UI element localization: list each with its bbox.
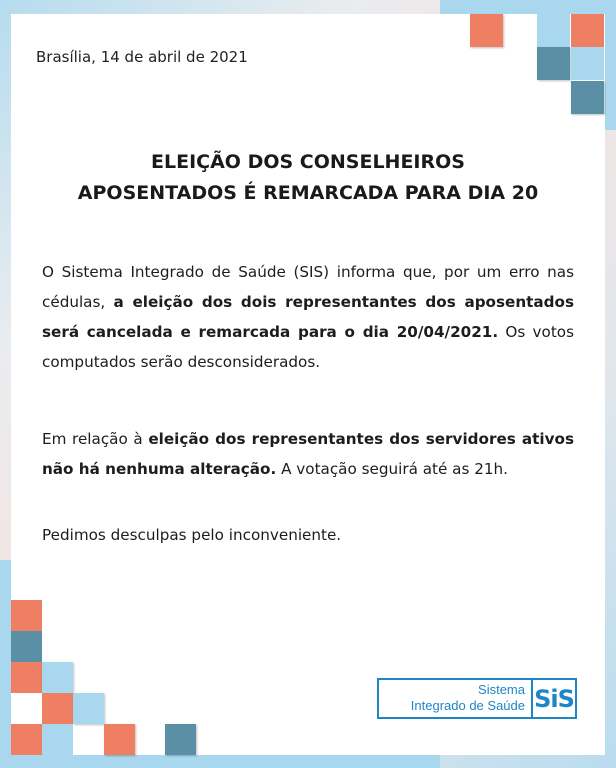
decor-square (571, 47, 604, 80)
right-decor-band (605, 0, 616, 130)
decor-square (104, 724, 135, 755)
sis-logo (377, 678, 577, 719)
title-line-2: APOSENTADOS É REMARCADA PARA DIA 20 (77, 182, 539, 204)
sis-mark-icon: SiS (531, 680, 575, 717)
decor-square (42, 662, 73, 693)
text: O Sistema Integrado de Saúde (SIS) informa que, por um erro nas cédulas, (42, 263, 574, 311)
text: Os votos computados serão desconsiderados. (42, 323, 574, 371)
notice-card (11, 14, 605, 755)
decor-square (537, 47, 570, 80)
text: A votação seguirá até as 21h. (276, 460, 508, 478)
decor-square (11, 662, 42, 693)
decor-square (11, 600, 42, 631)
paragraph-2 (42, 424, 574, 484)
notice-title (11, 147, 605, 209)
bottom-decor-band (0, 755, 440, 768)
bold-text: a eleição dos dois representantes dos aposentados será cancelada e remarcada para o dia 20/04/2021. (42, 293, 575, 341)
decor-square (42, 724, 73, 755)
decor-square (537, 14, 570, 47)
top-decor-band (440, 0, 616, 14)
bold-text: eleição dos representantes dos servidores ativos não há nenhuma alteração. (42, 430, 574, 478)
logo-line-1: Sistema (478, 682, 525, 697)
decor-square (470, 14, 503, 47)
title-line-1: ELEIÇÃO DOS CONSELHEIROS (151, 151, 465, 173)
date-line: Brasília, 14 de abril de 2021 (36, 48, 248, 66)
left-decor-band (0, 560, 11, 768)
paragraph-3: Pedimos desculpas pelo inconveniente. (42, 526, 342, 544)
decor-square (165, 724, 196, 755)
decor-square (11, 724, 42, 755)
logo-text (379, 680, 531, 717)
decor-square (11, 631, 42, 662)
paragraph-1 (42, 257, 574, 377)
text: Em relação à (42, 430, 149, 448)
decor-square (571, 81, 604, 114)
decor-square (73, 693, 104, 724)
decor-square (42, 693, 73, 724)
decor-square (571, 14, 604, 47)
logo-line-2: Integrado de Saúde (410, 698, 525, 713)
